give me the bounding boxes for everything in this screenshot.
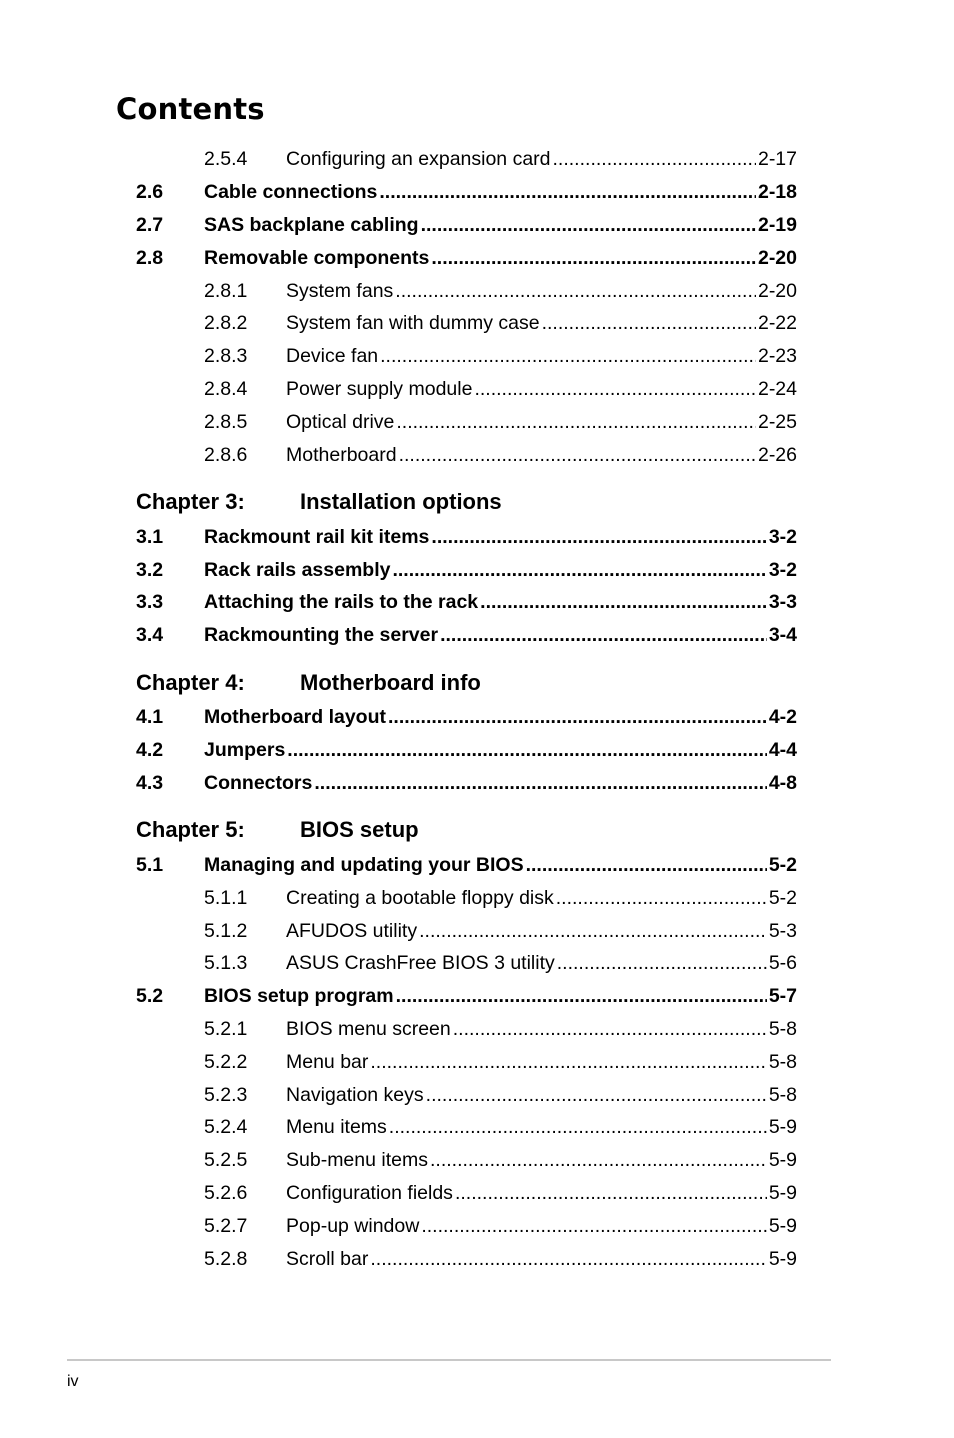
toc-entry-number: 4.1 <box>136 706 164 728</box>
toc-entry-title: System fan with dummy case <box>286 312 540 334</box>
toc-entry-page: 5-9 <box>768 1116 797 1138</box>
toc-entry-page: 2-24 <box>757 378 797 400</box>
toc-section-entry[interactable] <box>0 738 954 762</box>
toc-entry-number: 5.2.7 <box>204 1215 248 1237</box>
toc-entry-number: 3.4 <box>136 624 164 646</box>
chapter-title: BIOS setup <box>300 817 419 842</box>
toc-entry-page: 5-3 <box>768 920 797 942</box>
toc-entry-page: 5-9 <box>768 1215 797 1237</box>
toc-leader-dots <box>430 1148 767 1172</box>
toc-leader-dots <box>419 919 767 943</box>
toc-subsection-entry[interactable] <box>0 279 954 303</box>
toc-entry-title: System fans <box>286 280 394 302</box>
toc-leader-dots <box>426 1083 767 1107</box>
toc-entry-title: Attaching the rails to the rack <box>204 591 479 613</box>
toc-section-entry[interactable] <box>0 246 954 270</box>
toc-leader-dots <box>396 984 767 1008</box>
toc-subsection-entry[interactable] <box>0 919 954 943</box>
toc-subsection-entry[interactable] <box>0 377 954 401</box>
chapter-label: Chapter 3: <box>136 489 245 514</box>
toc-leader-dots <box>553 147 756 171</box>
toc-entry-number: 2.5.4 <box>204 148 248 170</box>
toc-leader-dots <box>395 279 756 303</box>
toc-leader-dots <box>389 1115 767 1139</box>
toc-subsection-entry[interactable] <box>0 1214 954 1238</box>
chapter-title: Installation options <box>300 489 502 514</box>
toc-section-entry[interactable] <box>0 705 954 729</box>
toc-entry-page: 5-2 <box>768 887 797 909</box>
toc-entry-page: 4-2 <box>768 706 797 728</box>
toc-entry-number: 5.2.3 <box>204 1084 248 1106</box>
toc-entry-number: 2.8.5 <box>204 411 248 433</box>
toc-entry-title: Rack rails assembly <box>204 559 391 581</box>
toc-leader-dots <box>388 705 767 729</box>
toc-entry-page: 4-4 <box>768 739 797 761</box>
chapter-label: Chapter 4: <box>136 670 245 695</box>
toc-entry-title: Pop-up window <box>286 1215 420 1237</box>
toc-leader-dots <box>431 246 756 270</box>
toc-entry-page: 5-9 <box>768 1248 797 1270</box>
toc-entry-title: SAS backplane cabling <box>204 214 419 236</box>
toc-section-entry[interactable] <box>0 180 954 204</box>
toc-entry-title: Managing and updating your BIOS <box>204 854 524 876</box>
toc-subsection-entry[interactable] <box>0 1083 954 1107</box>
toc-leader-dots <box>421 1214 766 1238</box>
toc-entry-number: 2.8.6 <box>204 444 248 466</box>
toc-entry-number: 2.8.4 <box>204 378 248 400</box>
toc-entry-title: Menu bar <box>286 1051 369 1073</box>
toc-subsection-entry[interactable] <box>0 886 954 910</box>
toc-entry-title: Configuration fields <box>286 1182 453 1204</box>
toc-leader-dots <box>314 771 766 795</box>
toc-entry-number: 5.1 <box>136 854 164 876</box>
page-title: Contents <box>116 92 265 126</box>
toc-leader-dots <box>287 738 767 762</box>
toc-entry-title: Power supply module <box>286 378 473 400</box>
toc-leader-dots <box>455 1181 767 1205</box>
toc-subsection-entry[interactable] <box>0 410 954 434</box>
toc-entry-title: Cable connections <box>204 181 378 203</box>
toc-leader-dots <box>440 623 767 647</box>
toc-entry-title: Motherboard <box>286 444 397 466</box>
toc-section-entry[interactable] <box>0 771 954 795</box>
toc-entry-page: 2-22 <box>757 312 797 334</box>
toc-entry-page: 2-19 <box>757 214 797 236</box>
toc-leader-dots <box>557 951 767 975</box>
toc-entry-title: Menu items <box>286 1116 387 1138</box>
toc-entry-number: 2.6 <box>136 181 164 203</box>
toc-entry-page: 2-23 <box>757 345 797 367</box>
toc-entry-number: 2.8 <box>136 247 164 269</box>
footer-divider <box>67 1359 831 1361</box>
toc-entry-page: 5-6 <box>768 952 797 974</box>
toc-entry-title: Sub-menu items <box>286 1149 428 1171</box>
toc-leader-dots <box>380 344 756 368</box>
toc-leader-dots <box>474 377 756 401</box>
toc-entry-title: Rackmount rail kit items <box>204 526 430 548</box>
toc-entry-number: 5.2.5 <box>204 1149 248 1171</box>
toc-leader-dots <box>542 311 756 335</box>
footer-page-number: iv <box>67 1373 79 1390</box>
toc-subsection-entry[interactable] <box>0 1050 954 1074</box>
toc-leader-dots <box>480 590 767 614</box>
toc-entry-number: 4.2 <box>136 739 164 761</box>
toc-entry-number: 5.1.2 <box>204 920 248 942</box>
toc-entry-title: AFUDOS utility <box>286 920 418 942</box>
toc-entry-page: 3-3 <box>768 591 797 613</box>
toc-leader-dots <box>379 180 756 204</box>
toc-entry-page: 5-8 <box>768 1051 797 1073</box>
toc-entry-number: 5.2.6 <box>204 1182 248 1204</box>
toc-entry-number: 5.2.2 <box>204 1051 248 1073</box>
toc-section-entry[interactable] <box>0 853 954 877</box>
toc-leader-dots <box>421 213 756 237</box>
toc-leader-dots <box>396 410 756 434</box>
toc-entry-number: 5.2 <box>136 985 164 1007</box>
toc-entry-page: 5-8 <box>768 1018 797 1040</box>
toc-entry-page: 5-9 <box>768 1182 797 1204</box>
toc-entry-number: 3.2 <box>136 559 164 581</box>
toc-entry-title: Device fan <box>286 345 379 367</box>
toc-entry-title: Navigation keys <box>286 1084 424 1106</box>
toc-section-entry[interactable] <box>0 525 954 549</box>
toc-entry-number: 3.3 <box>136 591 164 613</box>
toc-subsection-entry[interactable] <box>0 1017 954 1041</box>
toc-section-entry[interactable] <box>0 984 954 1008</box>
toc-section-entry[interactable] <box>0 590 954 614</box>
toc-subsection-entry[interactable] <box>0 311 954 335</box>
toc-entry-page: 2-18 <box>757 181 797 203</box>
toc-leader-dots <box>370 1050 766 1074</box>
toc-entry-number: 2.8.2 <box>204 312 248 334</box>
toc-leader-dots <box>526 853 767 877</box>
toc-leader-dots <box>370 1247 766 1271</box>
toc-leader-dots <box>431 525 766 549</box>
toc-entry-number: 4.3 <box>136 772 164 794</box>
toc-entry-number: 2.8.3 <box>204 345 248 367</box>
toc-subsection-entry[interactable] <box>0 1115 954 1139</box>
toc-entry-title: Jumpers <box>204 739 286 761</box>
toc-entry-title: Connectors <box>204 772 313 794</box>
toc-entry-title: Removable components <box>204 247 430 269</box>
toc-entry-page: 5-8 <box>768 1084 797 1106</box>
toc-entry-number: 5.1.1 <box>204 887 248 909</box>
toc-entry-number: 5.1.3 <box>204 952 248 974</box>
toc-subsection-entry[interactable] <box>0 147 954 171</box>
toc-entry-number: 2.7 <box>136 214 164 236</box>
toc-entry-page: 5-7 <box>768 985 797 1007</box>
toc-subsection-entry[interactable] <box>0 344 954 368</box>
toc-subsection-entry[interactable] <box>0 1247 954 1271</box>
toc-entry-number: 5.2.8 <box>204 1248 248 1270</box>
toc-entry-title: Motherboard layout <box>204 706 387 728</box>
toc-entry-title: Creating a bootable floppy disk <box>286 887 554 909</box>
chapter-title: Motherboard info <box>300 670 481 695</box>
toc-entry-page: 3-4 <box>768 624 797 646</box>
toc-entry-title: Rackmounting the server <box>204 624 439 646</box>
toc-entry-page: 3-2 <box>768 559 797 581</box>
toc-entry-title: Scroll bar <box>286 1248 369 1270</box>
toc-entry-title: BIOS setup program <box>204 985 394 1007</box>
toc-section-entry[interactable] <box>0 623 954 647</box>
toc-section-entry[interactable] <box>0 213 954 237</box>
toc-entry-page: 3-2 <box>768 526 797 548</box>
toc-entry-title: Optical drive <box>286 411 395 433</box>
toc-entry-page: 5-9 <box>768 1149 797 1171</box>
toc-entry-page: 2-17 <box>757 148 797 170</box>
toc-entry-number: 5.2.4 <box>204 1116 248 1138</box>
toc-entry-title: BIOS menu screen <box>286 1018 451 1040</box>
toc-leader-dots <box>556 886 767 910</box>
toc-leader-dots <box>453 1017 767 1041</box>
chapter-label: Chapter 5: <box>136 817 245 842</box>
toc-entry-page: 2-20 <box>757 280 797 302</box>
toc-entry-page: 2-20 <box>757 247 797 269</box>
toc-section-entry[interactable] <box>0 558 954 582</box>
toc-subsection-entry[interactable] <box>0 443 954 467</box>
toc-leader-dots <box>392 558 766 582</box>
toc-subsection-entry[interactable] <box>0 1181 954 1205</box>
toc-entry-page: 2-25 <box>757 411 797 433</box>
toc-leader-dots <box>399 443 756 467</box>
toc-entry-page: 5-2 <box>768 854 797 876</box>
toc-entry-page: 4-8 <box>768 772 797 794</box>
toc-subsection-entry[interactable] <box>0 951 954 975</box>
toc-entry-title: ASUS CrashFree BIOS 3 utility <box>286 952 555 974</box>
toc-entry-page: 2-26 <box>757 444 797 466</box>
toc-entry-number: 2.8.1 <box>204 280 248 302</box>
toc-entry-number: 5.2.1 <box>204 1018 248 1040</box>
toc-entry-number: 3.1 <box>136 526 164 548</box>
toc-entry-title: Configuring an expansion card <box>286 148 551 170</box>
toc-subsection-entry[interactable] <box>0 1148 954 1172</box>
